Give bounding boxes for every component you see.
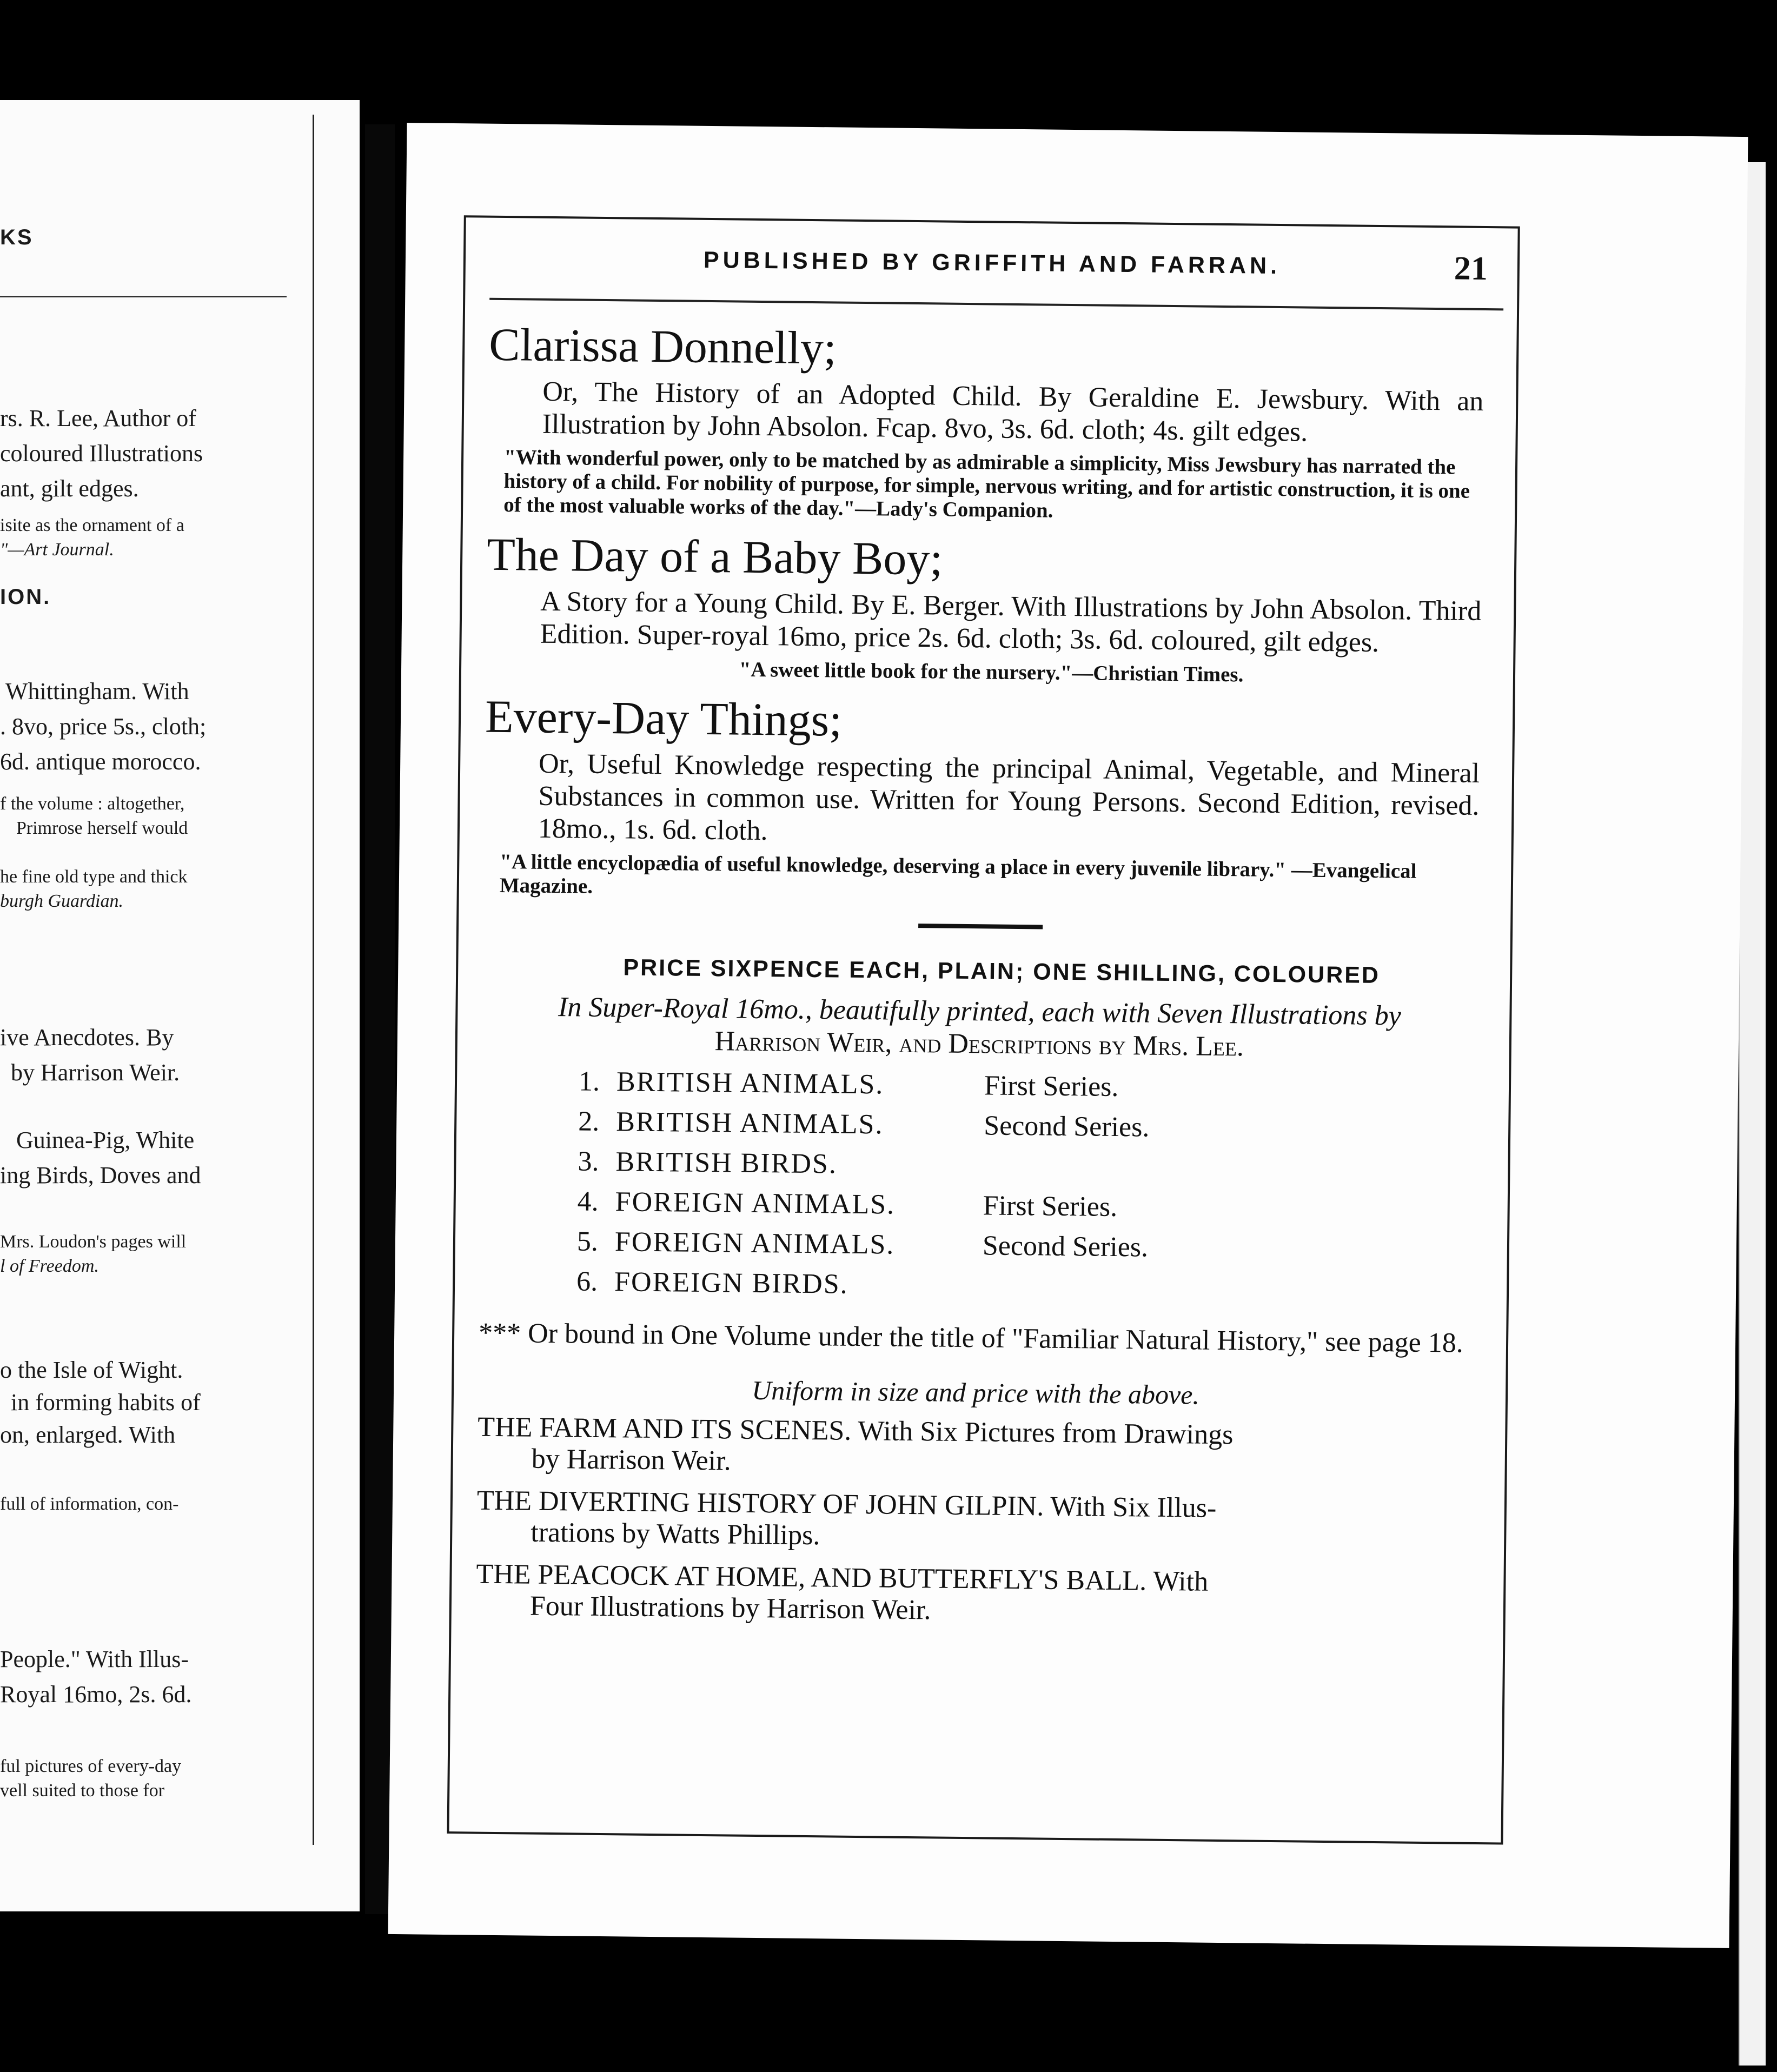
item-title: FOREIGN ANIMALS. [615, 1186, 896, 1220]
book-title: THE DIVERTING HISTORY OF JOHN GILPIN. [476, 1485, 1044, 1522]
running-head: PUBLISHED BY GRIFFITH AND FARRAN. [703, 247, 1281, 280]
uniform-book [476, 1485, 1472, 1558]
left-line: ant, gilt edges. [0, 475, 139, 502]
series-heading: PRICE SIXPENCE EACH, PLAIN; ONE SHILLING, COLOURED [623, 954, 1381, 989]
series-intro [482, 991, 1477, 1066]
left-line: 6d. antique morocco. [0, 748, 201, 775]
item-number: 4. [577, 1186, 599, 1217]
item-series: First Series. [984, 1070, 1119, 1103]
left-line: isite as the ornament of a [0, 515, 184, 535]
book-credit: trations by Watts Phillips. [531, 1517, 820, 1551]
left-line: ION. [0, 585, 51, 609]
book-spine [365, 124, 395, 1914]
entry-title: Every-Day Things; [485, 690, 843, 746]
left-line: vell suited to those for [0, 1781, 165, 1801]
book-detail: With Six Pictures from Drawings [858, 1415, 1234, 1451]
page-header [465, 217, 1518, 331]
right-page [388, 123, 1748, 1948]
left-line: People." With Illus- [0, 1646, 189, 1672]
page-content [475, 318, 1484, 1643]
left-line: "—Art Journal. [0, 540, 114, 560]
entry-description: Or, Useful Knowledge respecting the principal Animal, Vegetable, and Mineral Substances in common use. Written for Young Persons. Second Edition, revised. 18mo., 1s. 6d. cloth. [538, 748, 1480, 847]
item-number: 2. [578, 1106, 600, 1137]
left-line: . 8vo, price 5s., cloth; [0, 713, 207, 740]
left-page-frame [0, 115, 314, 1845]
section-divider [918, 924, 1043, 929]
item-series: First Series. [983, 1190, 1118, 1223]
left-line: Primrose herself would [16, 818, 188, 838]
entry-title: The Day of a Baby Boy; [486, 528, 943, 585]
item-title: BRITISH ANIMALS. [616, 1066, 884, 1100]
entry-description: Or, The History of an Adopted Child. By Geraldine E. Jewsbury. With an Illustration by John Absolon. Fcap. 8vo, 3s. 6d. cloth; 4s. gilt edges. [542, 376, 1484, 448]
entry [486, 528, 1482, 689]
header-rule [489, 298, 1503, 311]
left-line: ive Anecdotes. By [0, 1024, 174, 1051]
item-title: BRITISH BIRDS. [615, 1146, 838, 1180]
book-detail: With Six Illus- [1050, 1491, 1217, 1524]
series-note: *** Or bound in One Volume under the title of "Familiar Natural History," see page 18. [478, 1317, 1464, 1359]
uniform-heading: Uniform in size and price with the above. [751, 1374, 1200, 1410]
left-line: l of Freedom. [0, 1256, 99, 1276]
entry [483, 690, 1481, 908]
left-line: o the Isle of Wight. [0, 1357, 183, 1383]
book-detail: With [1152, 1565, 1209, 1597]
left-line: f the volume : altogether, [0, 794, 185, 814]
left-line: in forming habits of [11, 1389, 201, 1416]
left-header-rule [0, 296, 287, 297]
left-line: he fine old type and thick [0, 867, 188, 887]
series-intro-line-2: Harrison Weir, and Descriptions by Mrs. Lee. [714, 1026, 1244, 1062]
left-line: burgh Guardian. [0, 891, 123, 911]
entry-description: A Story for a Young Child. By E. Berger. With Illustrations by John Absolon. Third Edition. Super-royal 16mo, price 2s. 6d. cloth; 3s. 6d. coloured, gilt edges. [540, 586, 1482, 658]
entry-title: Clarissa Donnelly; [488, 318, 837, 374]
entry-review: "A little encyclopædia of useful knowledge, deserving a place in every juvenile library." —Evangelical Magazine. [499, 849, 1417, 898]
entry-review: "A sweet little book for the nursery."—Christian Times. [739, 658, 1244, 687]
item-title: FOREIGN ANIMALS. [614, 1226, 895, 1260]
book-title: THE PEACOCK AT HOME, AND BUTTERFLY'S BALL. [476, 1558, 1147, 1597]
book-credit: Four Illustrations by Harrison Weir. [529, 1590, 931, 1626]
left-line: Guinea-Pig, White [16, 1127, 195, 1153]
left-line: coloured Illustrations [0, 440, 203, 467]
left-line: by Harrison Weir. [11, 1059, 180, 1086]
item-number: 3. [578, 1146, 599, 1177]
page-number: 21 [1454, 250, 1488, 288]
uniform-book [476, 1559, 1471, 1632]
item-number: 5. [576, 1226, 599, 1257]
left-line: ing Birds, Doves and [0, 1162, 201, 1188]
left-line: on, enlarged. With [0, 1422, 176, 1448]
left-line: KS [0, 225, 34, 249]
series-list [576, 1062, 1477, 1311]
item-title: BRITISH ANIMALS. [615, 1106, 884, 1140]
uniform-book [477, 1412, 1473, 1485]
series-intro-line-1: In Super-Royal 16mo., beautifully printed, each with Seven Illustrations by [558, 992, 1402, 1032]
left-line: Whittingham. With [5, 678, 189, 705]
item-series: Second Series. [983, 1110, 1150, 1143]
item-title: FOREIGN BIRDS. [614, 1266, 848, 1300]
page-frame [447, 215, 1520, 1844]
item-series: Second Series. [982, 1230, 1149, 1263]
book-title: THE FARM AND ITS SCENES. [478, 1411, 852, 1446]
left-line: Royal 16mo, 2s. 6d. [0, 1681, 192, 1708]
book-credit: by Harrison Weir. [531, 1443, 731, 1477]
left-line: ful pictures of every-day [0, 1756, 182, 1776]
left-line: Mrs. Loudon's pages will [0, 1232, 187, 1252]
left-line: rs. R. Lee, Author of [0, 405, 196, 431]
left-line: full of information, con- [0, 1494, 179, 1514]
entry-review: "With wonderful power, only to be matched by as admirable a simplicity, Miss Jewsbury has narrated the history of a child. For nobility of purpose, for simple, nervous writing, and for artistic construction, it is one of the most valuable works of the day."—Lady's Companion. [503, 446, 1470, 522]
item-number: 1. [578, 1066, 600, 1097]
entry [487, 318, 1484, 527]
item-number: 6. [576, 1266, 598, 1297]
